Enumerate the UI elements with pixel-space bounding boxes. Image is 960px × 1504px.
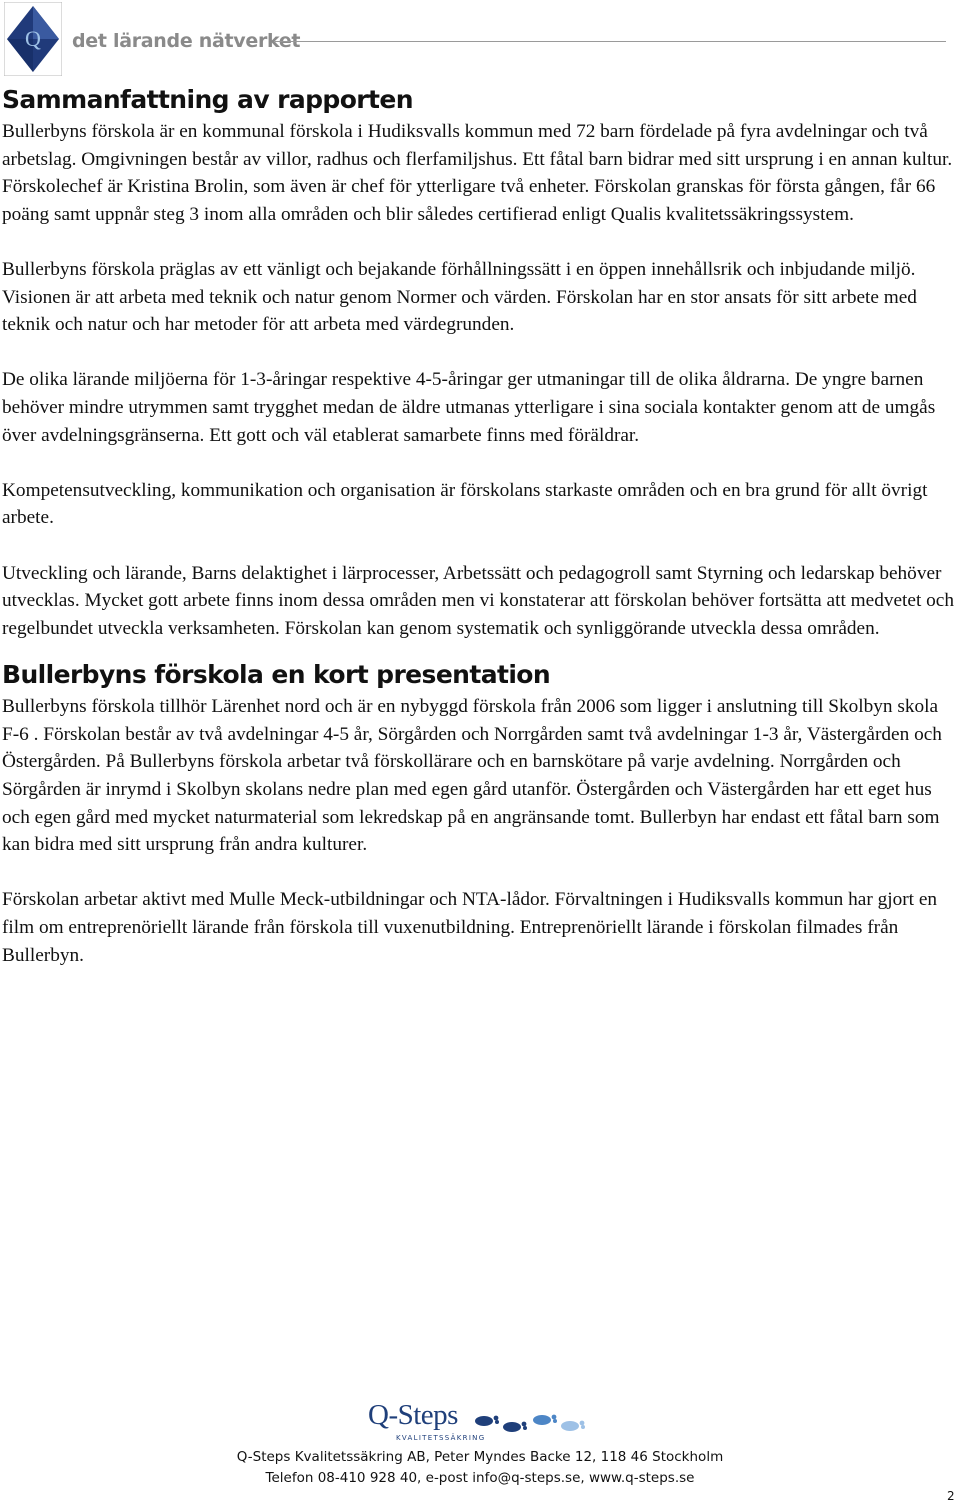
section-title-summary: Sammanfattning av rapporten	[2, 85, 413, 114]
paragraph: De olika lärande miljöerna för 1-3-åringar respektive 4-5-åringar ger utmaningar till de olika åldrarna. De yngre barnen behöver mindre utrymmen samt trygghet medan de äldre utmanas ytterligare i sina sociala kontakter genom att de umgås över avdelningsgränserna. Ett gott och väl etablerat samarbete finns med föräldrar.	[2, 369, 936, 446]
header-divider	[275, 41, 946, 42]
paragraph: Förskolan arbetar aktivt med Mulle Meck-utbildningar och NTA-lådor. Förvaltningen i Hudiksvalls kommun har gjort en film om entreprenöriellt lärande från förskola till vuxenutbildning. Entreprenöriellt lärande i förskolan filmades från Bullerbyn.	[2, 889, 938, 966]
footer-contact: Telefon 08-410 928 40, e-post info@q-steps.se, www.q-steps.se	[265, 1470, 695, 1486]
q-diamond-logo-icon	[4, 2, 62, 76]
page-header	[0, 0, 960, 80]
paragraph: Bullerbyns förskola tillhör Lärenhet nord och är en nybyggd förskola från 2006 som ligger i anslutning till Skolbyn skola F-6 . Förskolan består av två avdelningar 4-5 år, Sörgården och Norrgården samt två avdelningar 1-3 år, Västergården och Östergården. På Bullerbyns förskola arbetar två förskollärare och en barnskötare på varje avdelning. Norrgården och Sörgården är inrymd i Skolbyn skolans nedre plan med egen gård utanför. Östergården och Västergården har ett eget hus och egen gård med mycket naturmaterial som lekredskap på en angränsande tomt. Bullerbyn har endast ett fåtal barn som kan bidra med sitt ursprung från andra kulturer.	[2, 696, 942, 856]
paragraph: Bullerbyns förskola är en kommunal förskola i Hudiksvalls kommun med 72 barn fördelade på fyra avdelningar och två arbetslag. Omgivningen består av villor, radhus och flerfamiljshus. Ett fåtal barn bidrar med sitt ursprung i en annan kultur. Förskolechef är Kristina Brolin, som även är chef för ytterligare två enheter. Förskolan granskas för första gången, får 66 poäng samt uppnår steg 3 inom alla områden och blir således certifierad enligt Qualis kvalitetssäkringssystem.	[2, 121, 953, 225]
paragraph: Bullerbyns förskola präglas av ett vänligt och bejakande förhållningssätt i en öppen innehållsrik och inbjudande miljö. Visionen är att arbeta med teknik och natur genom Normer och värden. Förskolan har en stor ansats för sitt arbete med teknik och natur och har metoder för att arbeta med värdegrunden.	[2, 258, 917, 336]
qsteps-logo	[368, 1399, 593, 1449]
paragraph: Kompetensutveckling, kommunikation och organisation är förskolans starkaste områden och en bra grund för allt övrigt arbete.	[2, 479, 928, 529]
footer-address: Q-Steps Kvalitetssäkring AB, Peter Myndes Backe 12, 118 46 Stockholm	[236, 1449, 724, 1465]
q-logo	[4, 2, 62, 76]
document-body	[2, 82, 957, 969]
footsteps-icon	[472, 1407, 592, 1441]
page-footer	[0, 1395, 960, 1504]
page-number: 2	[947, 1489, 955, 1503]
paragraph: Utveckling och lärande, Barns delaktighet i lärprocesser, Arbetssätt och pedagogroll samt Styrning och ledarskap behöver utvecklas. Mycket gott arbete finns inom dessa områden men vi konstaterar att förskolan behöver fortsätta att medvetet och regelbundet utveckla verksamheten. Förskolan kan genom systematik och synliggörande utveckla dessa områden.	[2, 562, 954, 639]
logo-letter: Q	[25, 26, 41, 51]
qsteps-logo-tagline: KVALITETSSÄKRING	[396, 1434, 486, 1442]
section-title-presentation: Bullerbyns förskola en kort presentation	[2, 660, 551, 690]
qsteps-logo-text: Q-Steps	[368, 1399, 458, 1431]
brand-name: det lärande nätverket	[72, 30, 301, 52]
